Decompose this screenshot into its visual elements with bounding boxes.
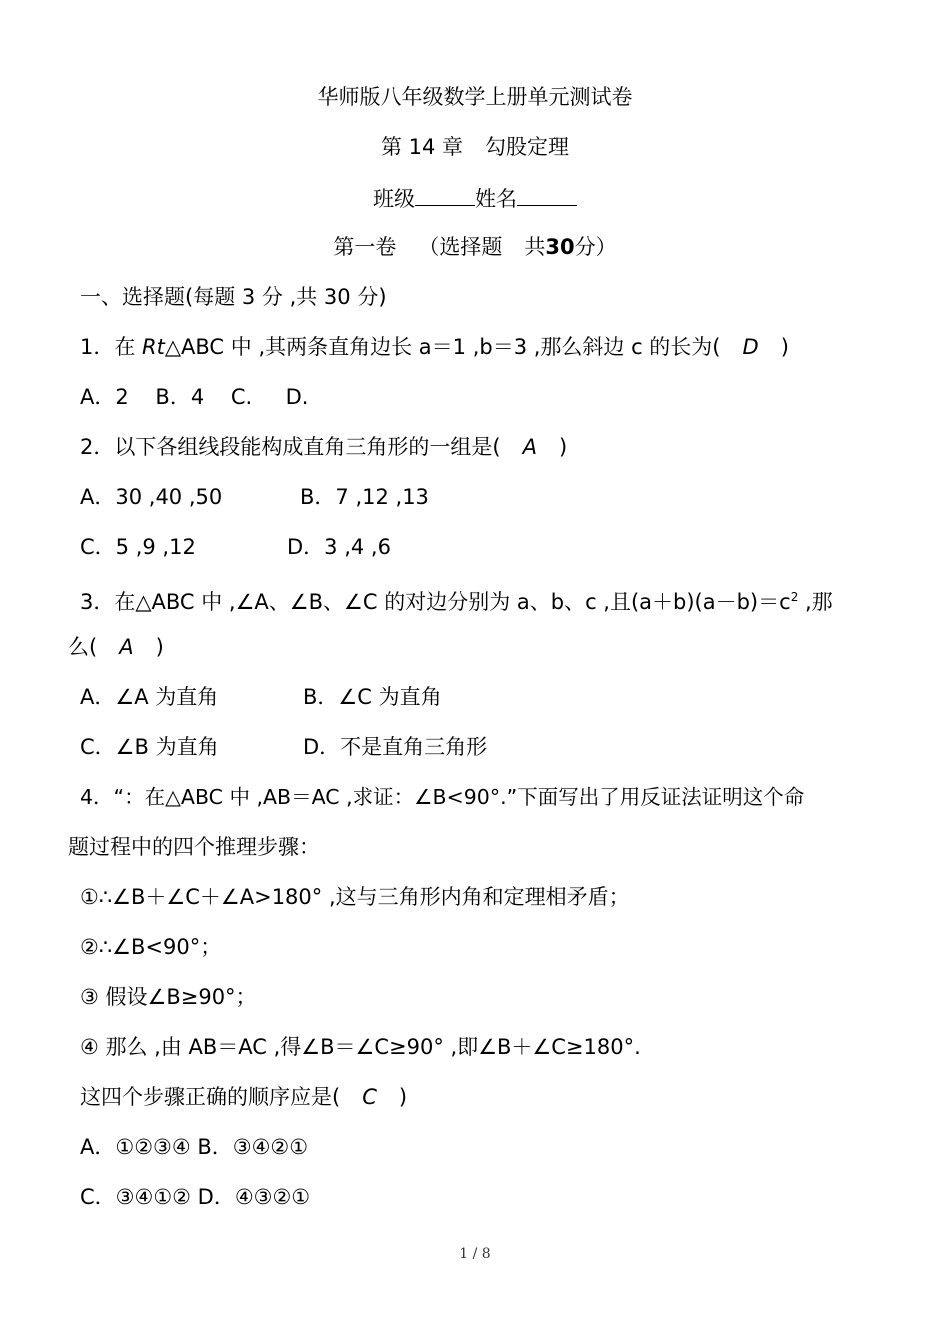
q2-answer: A (522, 435, 537, 459)
section-title: 一、选择题(每题 3 分 ,共 30 分) (80, 285, 387, 309)
student-info (0, 183, 950, 213)
volume-label: 第一卷 (333, 235, 397, 259)
volume-total-prefix: 共 (524, 235, 546, 259)
q3-option-c: C．∠B 为直角 (80, 735, 219, 759)
question-4: 4．“：在△ABC 中 ,AB＝AC ,求证：∠B<90°.”下面写出了用反证法证明这个命 (80, 785, 805, 809)
q2-option-c: C．5 ,9 ,12 (80, 535, 196, 559)
q1-options: A．2 B．4 C. D. (80, 385, 309, 409)
question-3 (80, 583, 833, 616)
q4-options-cd: C．③④①② D．④③②① (80, 1185, 311, 1209)
q4-order-question (80, 1083, 407, 1111)
q2-stem: 2．以下各组线段能构成直角三角形的一组是( (80, 435, 501, 459)
q3-option-b: B．∠C 为直角 (303, 685, 442, 709)
chapter-number: 第 14 章 (380, 135, 464, 159)
volume-type: （选择题 (418, 235, 503, 259)
q3-stem-line2: 么( (68, 635, 98, 659)
volume-total: 30 (545, 235, 575, 259)
volume-heading (0, 233, 950, 261)
class-blank (415, 183, 475, 206)
chapter-heading (0, 133, 950, 161)
chapter-name: 勾股定理 (485, 135, 570, 159)
volume-total-suffix: 分） (574, 235, 617, 259)
q4-answer: C (362, 1085, 377, 1109)
q3-stem: 3．在△ABC 中 ,∠A、∠B、∠C 的对边分别为 a、b、c ,且(a＋b)(a－b)＝c (80, 590, 791, 614)
class-label: 班级 (373, 187, 415, 211)
q4-close: ) (398, 1085, 408, 1109)
q2-close: ) (558, 435, 568, 459)
q2-option-a: A．30 ,40 ,50 (80, 485, 223, 509)
q2-option-b: B．7 ,12 ,13 (300, 485, 429, 509)
q1-answer: D (742, 335, 759, 359)
page-title: 华师版八年级数学上册单元测试卷 (317, 85, 633, 109)
q4-step-3: ③ 假设∠B≥90°； (80, 985, 257, 1009)
question-3-line2 (68, 633, 164, 661)
name-blank (517, 183, 577, 206)
q1-rt: Rt (142, 335, 165, 359)
q3-stem-end: ,那 (798, 590, 833, 614)
q3-answer: A (119, 635, 134, 659)
page-number: 1 / 8 (459, 1246, 491, 1262)
question-1 (80, 333, 789, 361)
q1-prefix: 1．在 (80, 335, 143, 359)
q1-close: ) (780, 335, 789, 359)
question-4-line2: 题过程中的四个推理步骤： (68, 835, 320, 859)
q4-step-2: ②∴∠B<90°； (80, 935, 222, 959)
name-label: 姓名 (475, 187, 517, 211)
q3-option-a: A．∠A 为直角 (80, 685, 219, 709)
q4-step-1: ①∴∠B＋∠C＋∠A>180° ,这与三角形内角和定理相矛盾； (80, 885, 630, 909)
question-2 (80, 433, 567, 461)
q4-order-stem: 这四个步骤正确的顺序应是( (80, 1085, 341, 1109)
q3-exponent: 2 (790, 590, 799, 604)
q2-option-d: D．3 ,4 ,6 (287, 535, 391, 559)
q3-option-d: D．不是直角三角形 (303, 735, 488, 759)
q4-step-4: ④ 那么 ,由 AB＝AC ,得∠B＝∠C≥90° ,即∠B＋∠C≥180°. (80, 1035, 641, 1059)
q3-close: ) (155, 635, 164, 659)
q4-options-ab: A．①②③④ B．③④②① (80, 1135, 309, 1159)
q1-stem: △ABC 中 ,其两条直角边长 a＝1 ,b＝3 ,那么斜边 c 的长为( (164, 335, 721, 359)
